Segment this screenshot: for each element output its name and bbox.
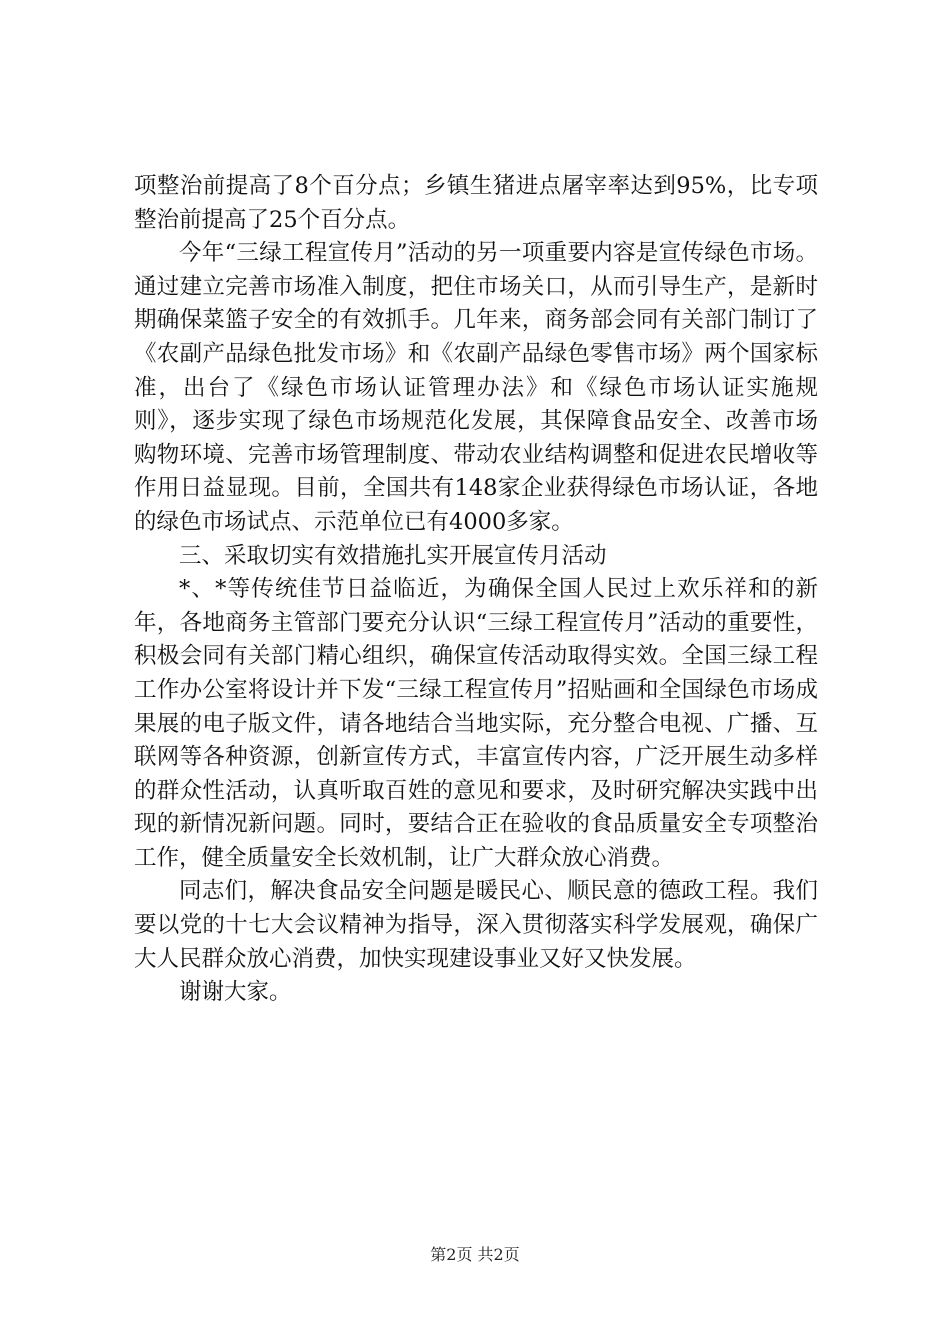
section-heading-measures: 三、采取切实有效措施扎实开展宣传月活动	[179, 542, 607, 569]
page-footer: 第2页 共2页	[430, 1245, 520, 1264]
paragraph-closing: 同志们，解决食品安全问题是暖民心、顺民意的德政工程。我们要以党的十七大会议精神为指导，深入贯彻落实科学发展观，确保广大人民群众放心消费，加快实现建设事业又好又快发展。	[134, 878, 818, 972]
document-body	[134, 170, 818, 1010]
paragraph-green-market: 今年“三绿工程宣传月”活动的另一项重要内容是宣传绿色市场。通过建立完善市场准入制度，把住市场关口，从而引导生产，是新时期确保菜篮子安全的有效抓手。几年来，商务部会同有关部门制订了《农副产品绿色批发市场》和《农副产品绿色零售市场》两个国家标准，出台了《绿色市场认证管理办法》和《绿色市场认证实施规则》，逐步实现了绿色市场规范化发展，其保障食品安全、改善市场购物环境、完善市场管理制度、带动农业结构调整和促进农民增收等作用日益显现。目前，全国共有148家企业获得绿色市场认证，各地的绿色市场试点、示范单位已有4000多家。	[134, 240, 818, 535]
paragraph-thanks: 谢谢大家。	[179, 979, 292, 1006]
paragraph-continuation: 项整治前提高了8个百分点；乡镇生猪进点屠宰率达到95%，比专项整治前提高了25个百分点。	[134, 173, 818, 233]
paragraph-holiday-campaign: *、*等传统佳节日益临近，为确保全国人民过上欢乐祥和的新年，各地商务主管部门要充分认识“三绿工程宣传月”活动的重要性，积极会同有关部门精心组织，确保宣传活动取得实效。全国三绿工程工作办公室将设计并下发“三绿工程宣传月”招贴画和全国绿色市场成果展的电子版文件，请各地结合当地实际，充分整合电视、广播、互联网等各种资源，创新宣传方式，丰富宣传内容，广泛开展生动多样的群众性活动，认真听取百姓的意见和要求，及时研究解决实践中出现的新情况新问题。同时，要结合正在验收的食品质量安全专项整治工作，健全质量安全长效机制，让广大群众放心消费。	[134, 576, 818, 871]
